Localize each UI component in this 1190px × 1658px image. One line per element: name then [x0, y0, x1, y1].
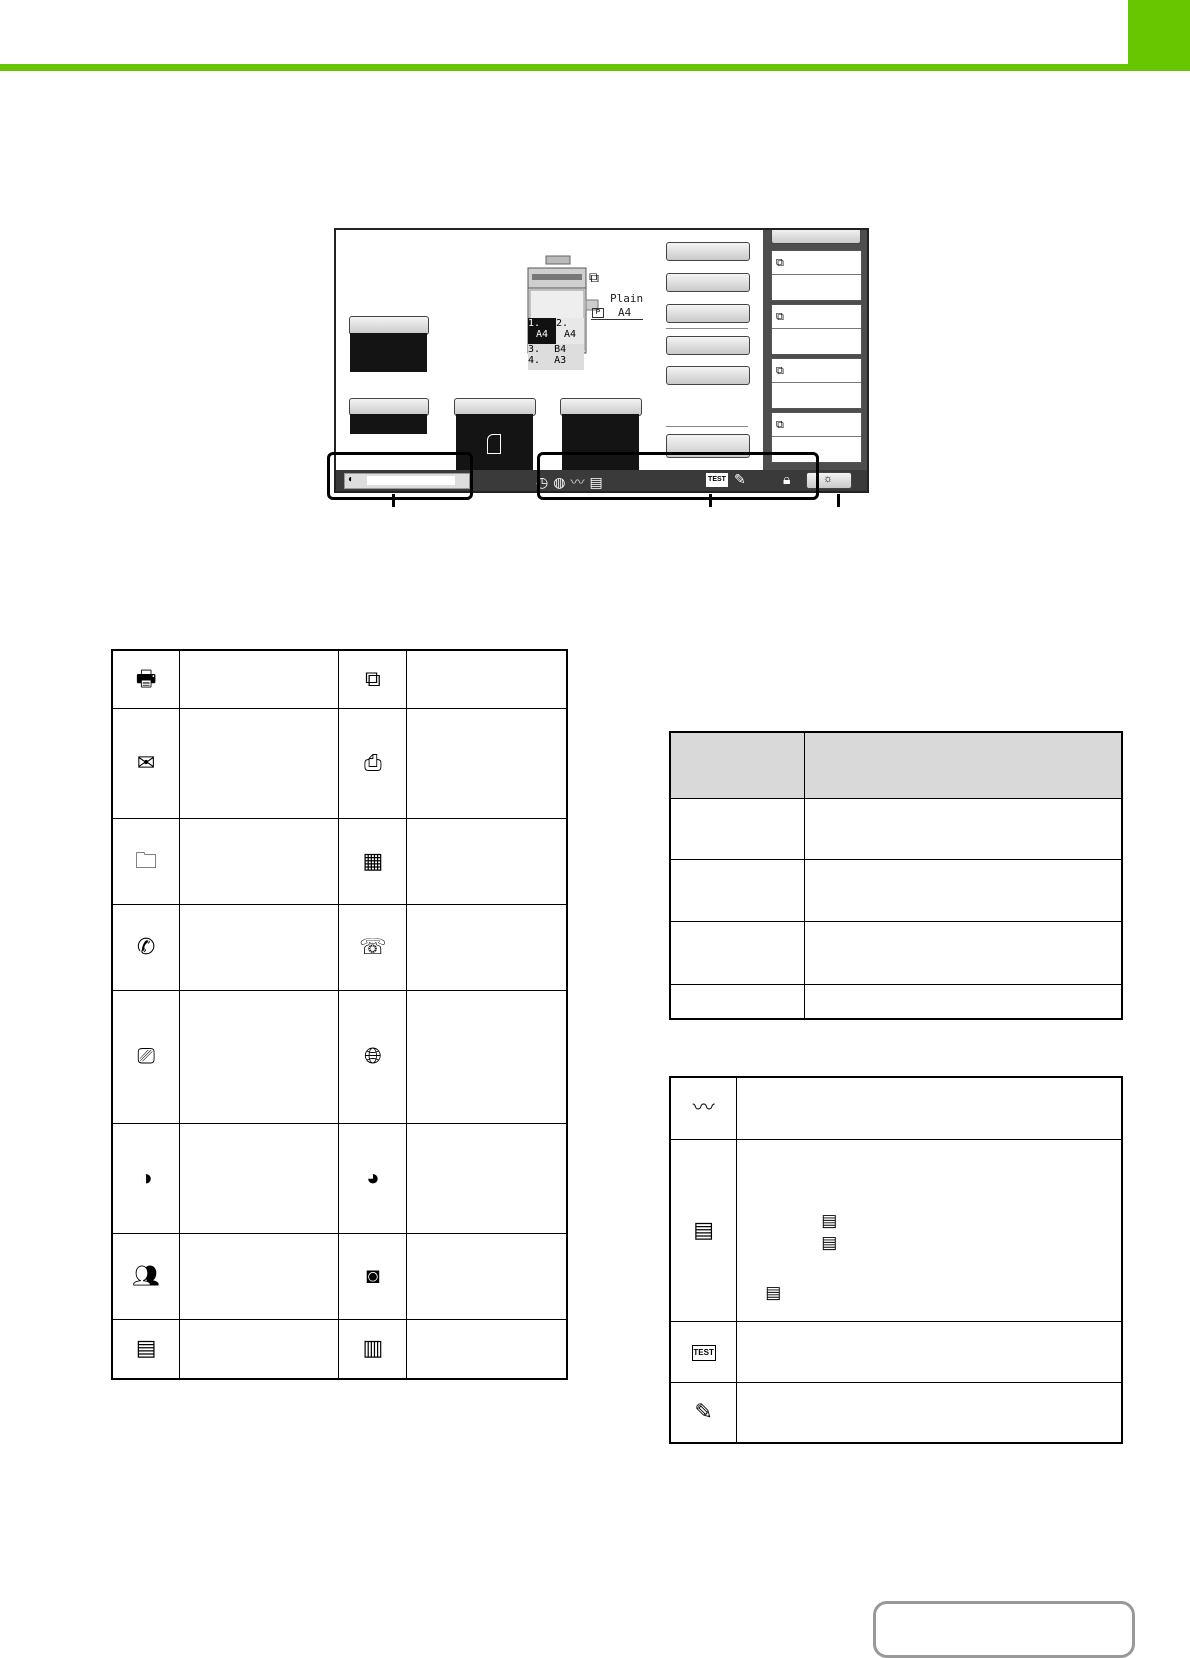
paper-type-label: Plain	[610, 292, 644, 305]
table-row	[112, 818, 567, 904]
line-icon[interactable]: 〰	[570, 474, 590, 490]
table-cell	[737, 1139, 1122, 1321]
paper-tray-icon: P	[592, 308, 604, 318]
folder-send-icon: 🗀︎	[135, 847, 158, 873]
table-cell	[670, 921, 804, 984]
table-cell	[407, 1233, 567, 1319]
table-cell	[407, 650, 567, 708]
tray-1-num: 1.	[528, 318, 541, 329]
job-card-3[interactable]	[771, 358, 862, 409]
table-header-cell	[804, 732, 1122, 798]
copy-job-icon: ⧉	[776, 257, 784, 269]
callout-line-2	[709, 494, 712, 507]
status-table	[669, 731, 1123, 1020]
grid-send-icon: ▦	[362, 847, 384, 873]
table-cell	[670, 984, 804, 1019]
table-row	[670, 984, 1122, 1019]
function-button-1[interactable]	[666, 242, 750, 261]
pc-fax-icon: ⎚	[137, 1043, 155, 1068]
tandem-copy-icon: ◙	[366, 1262, 380, 1288]
document-stack-small-icon: ▤	[765, 1282, 782, 1302]
tray-3-num: 3.	[528, 344, 541, 355]
table-row	[112, 708, 567, 818]
table-cell	[407, 904, 567, 990]
callout-line-1	[392, 494, 395, 507]
clock-icon[interactable]: ◷	[536, 474, 554, 490]
document-stack-icon: ▤	[693, 1216, 715, 1242]
document-stack-icon[interactable]: ▤	[589, 474, 608, 490]
lock-icon[interactable]: 🔒︎	[783, 471, 791, 487]
table-cell	[180, 818, 339, 904]
table-cell	[407, 990, 567, 1123]
internet-fax-send-icon: 🌐︎	[364, 1043, 382, 1068]
table-cell	[737, 1382, 1122, 1443]
document-stack-down-icon: ▤	[821, 1232, 838, 1252]
table-row	[112, 904, 567, 990]
table-cell	[670, 798, 804, 859]
email-send-icon: ✉	[136, 749, 156, 775]
job-icon-table	[111, 649, 568, 1380]
table-row	[112, 650, 567, 708]
table-cell	[804, 984, 1122, 1019]
copy-output-icon: ⧉	[589, 269, 599, 285]
paper-underline	[591, 319, 643, 320]
globe-document-icon[interactable]: ◍	[553, 474, 571, 490]
table-cell	[407, 818, 567, 904]
divider	[666, 426, 748, 427]
table-cell	[180, 990, 339, 1123]
fax-send-icon: ✆	[136, 933, 156, 959]
table-cell	[737, 1321, 1122, 1382]
table-cell	[804, 859, 1122, 921]
line-icon: 〰	[692, 1094, 715, 1120]
internet-fax-receive-icon: ◑	[139, 1164, 153, 1190]
data-entry-icon: ▥	[362, 1335, 384, 1361]
table-cell	[407, 1319, 567, 1379]
table-cell	[180, 904, 339, 990]
table-row	[112, 1233, 567, 1319]
internet-fax-forward-icon: ◕	[366, 1164, 380, 1190]
tray-4-size: A3	[554, 355, 567, 366]
paper-size-label: A4	[618, 306, 632, 319]
header-green-line	[0, 64, 1190, 71]
copy-job-icon: ⧉	[776, 311, 784, 323]
copy-job-icon: ⧉	[776, 365, 784, 377]
table-row	[670, 859, 1122, 921]
table-row	[670, 1139, 1122, 1321]
tray-2-size: A4	[564, 329, 577, 340]
table-cell	[180, 650, 339, 708]
function-button-5[interactable]	[666, 366, 750, 385]
table-header-row	[670, 732, 1122, 798]
table-row	[112, 1123, 567, 1233]
job-status-icon: ◐	[348, 474, 355, 485]
table-row	[670, 1382, 1122, 1443]
test-icon[interactable]: TEST	[706, 473, 728, 487]
callout-job-status	[327, 452, 473, 500]
tray-1-size: A4	[536, 329, 549, 340]
table-cell	[407, 1123, 567, 1233]
print-job-icon: 🖶︎	[135, 665, 157, 691]
pen-icon: ✎	[694, 1398, 713, 1424]
table-cell	[407, 708, 567, 818]
original-display	[350, 333, 427, 372]
tray-2-num: 2.	[556, 318, 569, 329]
scan-to-pc-icon: ⎙	[364, 749, 382, 775]
document-stack-up-icon: ▤	[821, 1210, 838, 1230]
table-cell	[804, 921, 1122, 984]
table-row	[670, 921, 1122, 984]
header-green-block	[1128, 0, 1190, 71]
table-cell	[804, 798, 1122, 859]
exposure-display	[350, 414, 427, 434]
job-card-2[interactable]	[771, 304, 862, 355]
gear-icon: ☼	[823, 473, 834, 485]
test-icon: TEST	[692, 1345, 716, 1361]
document-filing-icon: ▤	[135, 1335, 157, 1361]
table-header-cell	[670, 732, 804, 798]
function-button-4[interactable]	[666, 336, 750, 355]
table-cell	[180, 1233, 339, 1319]
copy-job-icon: ⧉	[776, 419, 784, 431]
function-button-2[interactable]	[666, 273, 750, 292]
paper-sheet-icon	[487, 434, 501, 454]
callout-line-3	[837, 494, 840, 507]
divider	[666, 328, 748, 329]
table-cell	[670, 859, 804, 921]
icon-description-table	[669, 1076, 1123, 1444]
tray-3-size: B4	[554, 344, 567, 355]
fax-receive-icon: ☏	[359, 933, 387, 959]
table-row	[670, 1321, 1122, 1382]
table-row	[670, 1077, 1122, 1139]
table-cell	[180, 1123, 339, 1233]
table-cell	[180, 1319, 339, 1379]
copy-job-icon: ⧉	[365, 665, 381, 691]
pen-icon[interactable]: ✎	[734, 471, 746, 487]
callout-system-icons	[537, 452, 819, 500]
right-panel-top-button[interactable]	[771, 228, 861, 244]
table-row	[112, 1319, 567, 1379]
tray-list	[528, 318, 584, 370]
job-card-1[interactable]	[771, 250, 862, 301]
table-cell	[737, 1077, 1122, 1139]
user-icon: 👥︎	[132, 1262, 161, 1288]
table-cell	[180, 708, 339, 818]
function-button-3[interactable]	[666, 304, 750, 323]
table-row	[670, 798, 1122, 859]
table-row	[112, 990, 567, 1123]
contents-button[interactable]	[873, 1601, 1135, 1658]
tray-4-num: 4.	[528, 355, 541, 366]
